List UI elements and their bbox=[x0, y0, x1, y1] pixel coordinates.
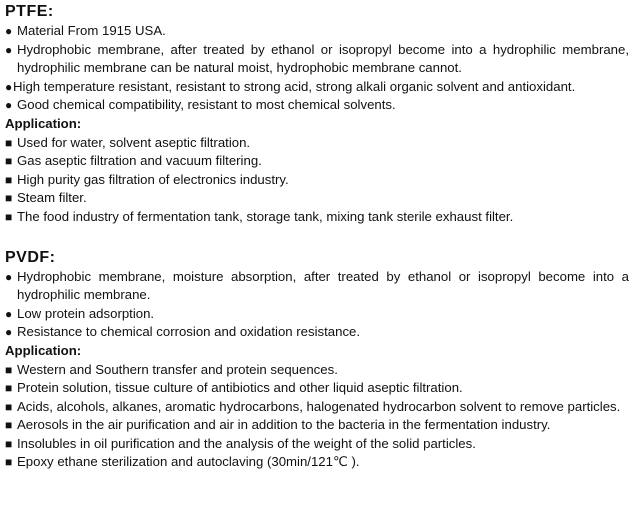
bullet-icon: ● bbox=[5, 24, 13, 38]
list-item bbox=[5, 416, 629, 435]
list-item bbox=[5, 361, 629, 380]
list-item-text: Insolubles in oil purification and the analysis of the weight of the solid particles. bbox=[17, 435, 476, 451]
bullet-icon: ● bbox=[5, 306, 13, 321]
list-item-text: Aerosols in the air purification and air in addition to the bacteria in the fermentation industry. bbox=[17, 417, 551, 433]
list-item-text: Used for water, solvent aseptic filtration. bbox=[17, 134, 251, 150]
square-bullet-icon: ■ bbox=[5, 436, 13, 451]
bullet-icon: ● bbox=[5, 269, 13, 284]
bullet-icon: ● bbox=[5, 42, 13, 57]
pvdf-feature-list bbox=[5, 268, 629, 342]
list-item-text: Hydrophobic membrane, moisture absorption, after treated by ethanol or isopropyl become into a hydrophilic membrane. bbox=[17, 268, 629, 303]
square-bullet-icon: ■ bbox=[5, 172, 13, 187]
list-item-text: Gas aseptic filtration and vacuum filtering. bbox=[17, 153, 262, 169]
list-item bbox=[5, 134, 629, 153]
list-item-text: Protein solution, tissue culture of antibiotics and other liquid aseptic filtration. bbox=[17, 380, 463, 396]
ptfe-feature-list bbox=[5, 22, 629, 115]
list-item bbox=[5, 78, 629, 97]
bullet-icon: ● bbox=[5, 325, 13, 340]
square-bullet-icon: ■ bbox=[5, 455, 13, 470]
list-item bbox=[5, 152, 629, 171]
square-bullet-icon: ■ bbox=[5, 191, 13, 206]
list-item bbox=[5, 453, 629, 472]
list-item-text: Material From 1915 USA. bbox=[17, 23, 166, 38]
list-item-text: The food industry of fermentation tank, storage tank, mixing tank sterile exhaust filter. bbox=[17, 208, 514, 224]
pvdf-application-heading: Application: bbox=[5, 342, 82, 358]
list-item bbox=[5, 435, 629, 454]
list-item bbox=[5, 41, 629, 78]
list-item bbox=[5, 323, 629, 342]
bullet-icon: ● bbox=[5, 79, 13, 94]
list-item bbox=[5, 171, 629, 190]
list-item-text: Epoxy ethane sterilization and autoclaving (30min/121℃ ). bbox=[17, 454, 360, 470]
list-item bbox=[5, 398, 629, 417]
list-item-text: Good chemical compatibility, resistant to most chemical solvents. bbox=[17, 97, 396, 113]
list-item bbox=[5, 268, 629, 305]
pvdf-section bbox=[5, 248, 629, 473]
square-bullet-icon: ■ bbox=[5, 418, 13, 433]
square-bullet-icon: ■ bbox=[5, 399, 13, 414]
list-item-text: Resistance to chemical corrosion and oxidation resistance. bbox=[17, 324, 361, 340]
square-bullet-icon: ■ bbox=[5, 154, 13, 169]
list-item-text: Western and Southern transfer and protein sequences. bbox=[17, 361, 338, 377]
list-item-text: Hydrophobic membrane, after treated by ethanol or isopropyl become into a hydrophilic membrane, hydrophilic membrane can be natural moist, hydrophobic membrane cannot. bbox=[17, 41, 629, 76]
list-item-text: Acids, alcohols, alkanes, aromatic hydrocarbons, halogenated hydrocarbon solvent to remove particles. bbox=[17, 398, 621, 414]
ptfe-application-heading: Application: bbox=[5, 115, 82, 131]
ptfe-heading: PTFE: bbox=[5, 3, 54, 20]
list-item bbox=[5, 305, 629, 324]
bullet-icon: ● bbox=[5, 98, 13, 113]
list-item-text: High purity gas filtration of electronics industry. bbox=[17, 171, 289, 187]
list-item bbox=[5, 208, 629, 227]
list-item bbox=[5, 96, 629, 115]
list-item-text: Low protein adsorption. bbox=[17, 305, 155, 321]
square-bullet-icon: ■ bbox=[5, 135, 13, 150]
pvdf-application-list bbox=[5, 361, 629, 473]
square-bullet-icon: ■ bbox=[5, 209, 13, 224]
list-item bbox=[5, 22, 629, 41]
list-item-text: High temperature resistant, resistant to strong acid, strong alkali organic solvent and antioxidant. bbox=[13, 78, 576, 94]
square-bullet-icon: ■ bbox=[5, 362, 13, 377]
list-item bbox=[5, 189, 629, 208]
ptfe-section bbox=[5, 2, 629, 227]
ptfe-application-list bbox=[5, 134, 629, 227]
square-bullet-icon: ■ bbox=[5, 381, 13, 396]
list-item bbox=[5, 379, 629, 398]
list-item-text: Steam filter. bbox=[17, 190, 87, 206]
pvdf-heading: PVDF: bbox=[5, 248, 56, 266]
